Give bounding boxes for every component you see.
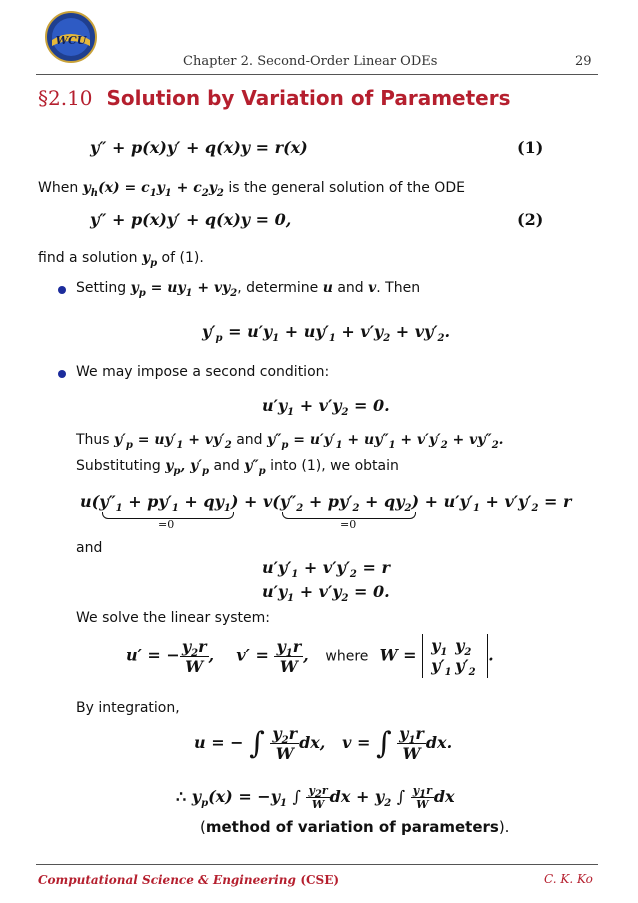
sentence-by-integration: By integration,: [76, 700, 180, 716]
equation-1: y″ + p(x)y′ + q(x)y = r(x): [90, 138, 308, 157]
footer-rule: [36, 864, 598, 865]
system-eq-2: $u'y_1 + v'y_2 = 0$.: [262, 582, 390, 605]
page-number: 29: [575, 54, 592, 69]
footer-right: C. K. Ko: [544, 872, 593, 886]
equation-yp-prime: $y'_p = u'y_1 + uy'_1 + v'y_2 + vy'_2$.: [202, 322, 451, 345]
equation-2-number: (2): [517, 210, 544, 229]
equation-1-number: (1): [517, 138, 544, 157]
university-logo-icon: [44, 10, 98, 64]
equation-u-v: u = − ∫ $\frac{y_2r}{W}$ dx, v = ∫ $\frac{y_1r}{W}$ dx.: [194, 724, 453, 763]
sentence-solve: We solve the linear system:: [76, 610, 270, 626]
header-title: Chapter 2. Second-Order Linear ODEs: [183, 54, 438, 69]
bullet-icon: [58, 370, 66, 378]
bullet-icon: [58, 286, 66, 294]
bullet-2-text: We may impose a second condition:: [76, 364, 330, 380]
sentence-substituting: Substituting $y_p$, $y'_p$ and $y''_p$ into (1), we obtain: [76, 458, 399, 477]
header-rule: [36, 74, 598, 75]
wronskian-determinant: $y_1$ $y_2$ $y'_1$ $y'_2$: [422, 634, 488, 678]
section-heading: [38, 86, 511, 110]
bullet-1-text: Setting $y_p = uy_1 + vy_2$, determine u and v. Then: [76, 280, 421, 299]
footer-left: Computational Science & Engineering (CSE): [38, 873, 340, 887]
equation-u-v-prime: u′ = − $\frac{y_2r}{W}$ , v′ = $\frac{y_1r}{W}$ , where W = $y_1$ $y_2$ $y'_1$ $y'_2$ .: [126, 636, 494, 679]
equation-particular-solution: ∴ $y_p(x) = -y_1$ ∫ $\frac{y_2r}{W}$ dx + $y_2$ ∫ $\frac{y_1r}{W}$ dx: [176, 784, 455, 811]
sentence-when: When $y_h(x) = c_1y_1 + c_2y_2$ is the general solution of the ODE: [38, 180, 465, 199]
equation-substituted: $u(y''_1 + py'_1 + qy_1) + v(y''_2 + py'_2 + qy_2) + u'y'_1 + v'y'_2 = r$: [80, 492, 572, 515]
underbrace-2-label: =0: [340, 518, 357, 531]
sentence-and: and: [76, 540, 103, 556]
equation-condition: $u'y_1 + v'y_2 = 0$.: [262, 396, 390, 419]
sentence-thus: Thus $y'_p = uy'_1 + vy'_2$ and $y''_p = u'y'_1 + uy''_1 + v'y'_2 + vy''_2$.: [76, 432, 504, 451]
sentence-find: find a solution $y_p$ of (1).: [38, 250, 204, 269]
equation-2: y″ + p(x)y′ + q(x)y = 0,: [90, 210, 292, 229]
section-title: Solution by Variation of Parameters: [106, 86, 511, 110]
system-eq-1: $u'y'_1 + v'y'_2 = r$: [262, 558, 390, 581]
method-caption: (method of variation of parameters).: [200, 818, 510, 836]
logo-text: WCU: [55, 34, 87, 47]
logo: [44, 10, 98, 64]
underbrace-1-label: =0: [158, 518, 175, 531]
section-number: §2.10: [38, 86, 93, 110]
where-label: where: [325, 648, 369, 665]
